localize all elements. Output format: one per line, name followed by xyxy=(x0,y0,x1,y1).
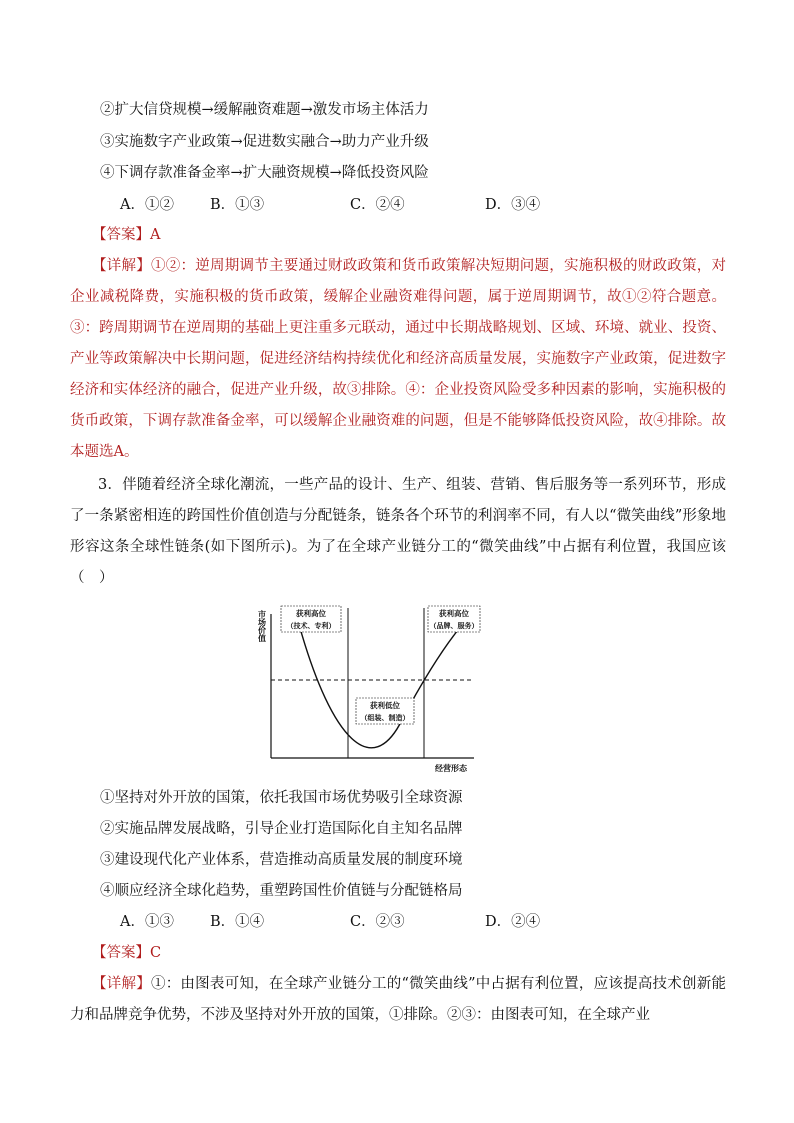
q3-choices xyxy=(120,912,540,932)
q2-choice-a: A．①② xyxy=(120,197,174,213)
q2-answer-value: A xyxy=(150,227,161,243)
q3-answer-value: C xyxy=(150,945,162,961)
q2-detail xyxy=(70,251,726,468)
q3-option-3: ③建设现代化产业体系，营造推动高质量发展的制度环境 xyxy=(100,852,463,868)
q3-option-4: ④顺应经济全球化趋势，重塑跨国性价值链与分配链格局 xyxy=(100,883,463,899)
q2-choices xyxy=(120,195,540,215)
q3-detail-label: 【详解】 xyxy=(92,976,151,992)
q2-detail-label: 【详解】 xyxy=(92,258,151,274)
mid-label-title: 获利低位 xyxy=(370,701,400,710)
q2-choice-b: B．①③ xyxy=(210,197,265,213)
smile-curve xyxy=(300,628,458,748)
q3-answer xyxy=(92,943,161,963)
q3-answer-label: 【答案】 xyxy=(92,945,150,961)
left-label-sub: （技术、专利） xyxy=(286,622,336,630)
q2-option-2: ②扩大信贷规模→缓解融资难题→激发市场主体活力 xyxy=(100,102,429,118)
q2-answer xyxy=(92,225,160,245)
q2-choice-c: C．②④ xyxy=(350,197,405,213)
q3-choice-a: A．①③ xyxy=(120,914,174,930)
q2-choice-d: D．③④ xyxy=(485,197,541,213)
q3-option-1: ①坚持对外开放的国策，依托我国市场优势吸引全球资源 xyxy=(100,790,463,806)
left-label-title: 获利高位 xyxy=(296,609,326,618)
q3-stem: 3．伴随着经济全球化潮流，一些产品的设计、生产、组装、营销、售后服务等一系列环节，形成了一条紧密相连的跨国性价值创造与分配链条，链条各个环节的利润率不同，有人以“微笑曲线”形象地形容这条全球性链条(如下图所示)。为了在全球产业链分工的“微笑曲线”中占据有利位置，我国应该（ ） xyxy=(70,477,726,586)
q2-answer-label: 【答案】 xyxy=(92,227,150,243)
mid-label-sub: （组装、制造） xyxy=(360,714,410,722)
y-axis-label: 市场价值 xyxy=(257,610,267,642)
q2-option-4: ④下调存款准备金率→扩大融资规模→降低投资风险 xyxy=(100,165,429,181)
q3-option-2: ②实施品牌发展战略，引导企业打造国际化自主知名品牌 xyxy=(100,821,463,837)
q3-choice-c: C．②③ xyxy=(350,914,405,930)
q2-detail-text: ①②：逆周期调节主要通过财政政策和货币政策解决短期问题，实施积极的财政政策，对企业减税降费，实施积极的货币政策，缓解企业融资难得问题，属于逆周期调节，故①②符合题意。③：跨周期调节在逆周期的基础上更注重多元联动，通过中长期战略规划、区域、环境、就业、投资、产业等政策解决中长期问题，促进经济结构持续优化和经济高质量发展，实施数字产业政策，促进数字经济和实体经济的融合，促进产业升级，故③排除。④：企业投资风险受多种因素的影响，实施积极的货币政策，下调存款准备金率，可以缓解企业融资难的问题，但是不能够降低投资风险，故④排除。故本题选A。 xyxy=(70,258,726,460)
smile-curve-figure xyxy=(252,600,484,776)
q3-choice-d: D．②④ xyxy=(485,914,541,930)
q3-detail xyxy=(70,969,726,1031)
q2-option-3: ③实施数字产业政策→促进数实融合→助力产业升级 xyxy=(100,134,429,150)
q3-detail-text: ①：由图表可知，在全球产业链分工的“微笑曲线”中占据有利位置，应该提高技术创新能力和品牌竞争优势，不涉及坚持对外开放的国策，①排除。②③：由图表可知，在全球产业 xyxy=(70,976,727,1023)
q3-choice-b: B．①④ xyxy=(210,914,265,930)
right-label-title: 获利高位 xyxy=(439,609,469,618)
right-label-sub: （品牌、服务） xyxy=(429,622,479,630)
x-axis-label: 经营形态 xyxy=(435,764,467,773)
